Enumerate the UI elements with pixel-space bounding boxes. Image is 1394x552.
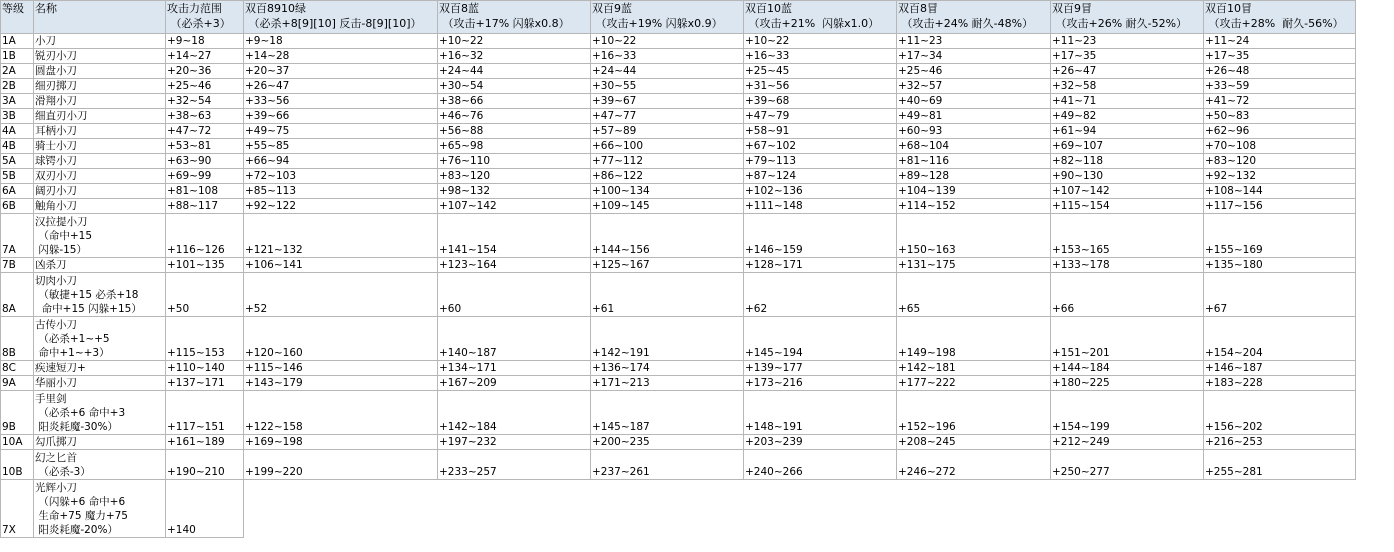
cell-level[interactable]: 8A (1, 273, 34, 317)
cell-level[interactable]: 6B (1, 199, 34, 214)
cell-value[interactable]: +14~28 (244, 49, 438, 64)
cell-value[interactable]: +142~191 (591, 317, 744, 361)
cell-value[interactable]: +92~122 (244, 199, 438, 214)
cell-level[interactable]: 6A (1, 184, 34, 199)
empty-cell (897, 480, 1051, 538)
cell-value[interactable]: +115~153 (166, 317, 244, 361)
header-attack-range[interactable]: 攻击力范围 （必杀+3） (166, 1, 244, 34)
table-row (1, 361, 1356, 376)
cell-value[interactable]: +10~22 (744, 34, 897, 49)
cell-value[interactable]: +240~266 (744, 450, 897, 480)
cell-level[interactable]: 2A (1, 64, 34, 79)
cell-value[interactable]: +69~99 (166, 169, 244, 184)
cell-value[interactable]: +60~93 (897, 124, 1051, 139)
cell-value[interactable]: +25~45 (744, 64, 897, 79)
table-row (1, 214, 1356, 258)
cell-value[interactable]: +233~257 (438, 450, 591, 480)
cell-value[interactable]: +47~72 (166, 124, 244, 139)
cell-value[interactable]: +133~178 (1051, 258, 1204, 273)
cell-value[interactable]: +110~140 (166, 361, 244, 376)
cell-level[interactable]: 10A (1, 435, 34, 450)
cell-value[interactable]: +200~235 (591, 435, 744, 450)
cell-name[interactable]: 双刃小刀 (34, 169, 166, 184)
cell-value[interactable]: +203~239 (744, 435, 897, 450)
cell-name[interactable]: 凶杀刀 (34, 258, 166, 273)
cell-value[interactable]: +161~189 (166, 435, 244, 450)
cell-level[interactable]: 3A (1, 94, 34, 109)
cell-value[interactable]: +151~201 (1051, 317, 1204, 361)
cell-value[interactable]: +107~142 (1051, 184, 1204, 199)
cell-value[interactable]: +143~179 (244, 376, 438, 391)
cell-value[interactable]: +66 (1051, 273, 1204, 317)
cell-value[interactable]: +79~113 (744, 154, 897, 169)
empty-cell (591, 480, 744, 538)
cell-value[interactable]: +87~124 (744, 169, 897, 184)
cell-value[interactable]: +63~90 (166, 154, 244, 169)
cell-value[interactable]: +65 (897, 273, 1051, 317)
header-blue-10[interactable]: 双百10蓝 （攻击+21% 闪躲x1.0） (744, 1, 897, 34)
cell-value[interactable]: +208~245 (897, 435, 1051, 450)
cell-value[interactable]: +197~232 (438, 435, 591, 450)
cell-value[interactable]: +81~108 (166, 184, 244, 199)
cell-value[interactable]: +92~132 (1204, 169, 1356, 184)
cell-value[interactable]: +31~56 (744, 79, 897, 94)
cell-value[interactable]: +255~281 (1204, 450, 1356, 480)
cell-level[interactable]: 7X (1, 480, 34, 538)
cell-name[interactable]: 小刀 (34, 34, 166, 49)
cell-value[interactable]: +33~59 (1204, 79, 1356, 94)
cell-value[interactable]: +149~198 (897, 317, 1051, 361)
cell-value[interactable]: +67 (1204, 273, 1356, 317)
cell-value[interactable]: +14~27 (166, 49, 244, 64)
cell-value[interactable]: +17~35 (1051, 49, 1204, 64)
cell-name[interactable]: 滑翔小刀 (34, 94, 166, 109)
table-row (1, 64, 1356, 79)
cell-value[interactable]: +167~209 (438, 376, 591, 391)
header-blue-8[interactable]: 双百8蓝 （攻击+17% 闪躲x0.8） (438, 1, 591, 34)
cell-value[interactable]: +49~75 (244, 124, 438, 139)
cell-value[interactable]: +61 (591, 273, 744, 317)
table-row (1, 273, 1356, 317)
cell-value[interactable]: +11~23 (897, 34, 1051, 49)
cell-value[interactable]: +108~144 (1204, 184, 1356, 199)
cell-value[interactable]: +146~159 (744, 214, 897, 258)
cell-value[interactable]: +26~48 (1204, 64, 1356, 79)
cell-name[interactable]: 耳柄小刀 (34, 124, 166, 139)
cell-value[interactable]: +180~225 (1051, 376, 1204, 391)
cell-value[interactable]: +88~117 (166, 199, 244, 214)
cell-name[interactable]: 手里剑 （必杀+6 命中+3 阳炎耗魔-30%） (34, 391, 166, 435)
cell-value[interactable]: +41~71 (1051, 94, 1204, 109)
cell-value[interactable]: +62~96 (1204, 124, 1356, 139)
cell-level[interactable]: 8C (1, 361, 34, 376)
cell-value[interactable]: +24~44 (591, 64, 744, 79)
cell-value[interactable]: +136~174 (591, 361, 744, 376)
empty-cell (244, 480, 438, 538)
cell-name[interactable]: 细直刃小刀 (34, 109, 166, 124)
cell-value[interactable]: +153~165 (1051, 214, 1204, 258)
cell-value[interactable]: +10~22 (591, 34, 744, 49)
cell-name[interactable]: 切肉小刀 （敏捷+15 必杀+18 命中+15 闪躲+15） (34, 273, 166, 317)
cell-value[interactable]: +146~187 (1204, 361, 1356, 376)
cell-value[interactable]: +39~67 (591, 94, 744, 109)
cell-value[interactable]: +121~132 (244, 214, 438, 258)
cell-value[interactable]: +52 (244, 273, 438, 317)
cell-value[interactable]: +131~175 (897, 258, 1051, 273)
cell-value[interactable]: +53~81 (166, 139, 244, 154)
cell-value[interactable]: +141~154 (438, 214, 591, 258)
header-name[interactable]: 名称 (34, 1, 166, 34)
cell-value[interactable]: +41~72 (1204, 94, 1356, 109)
cell-value[interactable]: +30~55 (591, 79, 744, 94)
cell-name[interactable]: 细刃掷刀 (34, 79, 166, 94)
cell-value[interactable]: +24~44 (438, 64, 591, 79)
cell-value[interactable]: +20~37 (244, 64, 438, 79)
cell-value[interactable]: +156~202 (1204, 391, 1356, 435)
header-adventure-8[interactable]: 双百8冒 （攻击+24% 耐久-48%） (897, 1, 1051, 34)
cell-level[interactable]: 1B (1, 49, 34, 64)
cell-name[interactable]: 华丽小刀 (34, 376, 166, 391)
cell-value[interactable]: +135~180 (1204, 258, 1356, 273)
table-row (1, 317, 1356, 361)
cell-value[interactable]: +60 (438, 273, 591, 317)
cell-value[interactable]: +82~118 (1051, 154, 1204, 169)
cell-value[interactable]: +17~35 (1204, 49, 1356, 64)
table-row (1, 94, 1356, 109)
cell-value[interactable]: +66~94 (244, 154, 438, 169)
cell-value[interactable]: +11~23 (1051, 34, 1204, 49)
table-row (1, 435, 1356, 450)
header-adventure-10[interactable]: 双百10冒 （攻击+28% 耐久-56%） (1204, 1, 1356, 34)
cell-value[interactable]: +109~145 (591, 199, 744, 214)
cell-level[interactable]: 5B (1, 169, 34, 184)
cell-name[interactable]: 骑士小刀 (34, 139, 166, 154)
cell-value[interactable]: +9~18 (166, 34, 244, 49)
table-row (1, 154, 1356, 169)
cell-value[interactable]: +144~184 (1051, 361, 1204, 376)
cell-value[interactable]: +177~222 (897, 376, 1051, 391)
cell-value[interactable]: +16~33 (744, 49, 897, 64)
cell-value[interactable]: +69~107 (1051, 139, 1204, 154)
empty-cell (1051, 480, 1204, 538)
cell-value[interactable]: +216~253 (1204, 435, 1356, 450)
cell-value[interactable]: +150~163 (897, 214, 1051, 258)
cell-value[interactable]: +26~47 (1051, 64, 1204, 79)
cell-level[interactable]: 3B (1, 109, 34, 124)
cell-value[interactable]: +11~24 (1204, 34, 1356, 49)
cell-value[interactable]: +32~58 (1051, 79, 1204, 94)
cell-value[interactable]: +144~156 (591, 214, 744, 258)
cell-value[interactable]: +145~187 (591, 391, 744, 435)
cell-value[interactable]: +237~261 (591, 450, 744, 480)
cell-level[interactable]: 4A (1, 124, 34, 139)
cell-value[interactable]: +25~46 (166, 79, 244, 94)
cell-value[interactable]: +25~46 (897, 64, 1051, 79)
cell-level[interactable]: 7B (1, 258, 34, 273)
cell-level[interactable]: 9A (1, 376, 34, 391)
cell-name[interactable]: 光辉小刀 （闪躲+6 命中+6 生命+75 魔力+75 阳炎耗魔-20%） (34, 480, 166, 538)
cell-value[interactable]: +101~135 (166, 258, 244, 273)
cell-value[interactable]: +38~63 (166, 109, 244, 124)
table-row (1, 124, 1356, 139)
cell-value[interactable]: +89~128 (897, 169, 1051, 184)
cell-name[interactable]: 圆盘小刀 (34, 64, 166, 79)
cell-value[interactable]: +16~33 (591, 49, 744, 64)
cell-value[interactable]: +140~187 (438, 317, 591, 361)
cell-value[interactable]: +83~120 (1204, 154, 1356, 169)
cell-value[interactable]: +33~56 (244, 94, 438, 109)
cell-value[interactable]: +26~47 (244, 79, 438, 94)
cell-value[interactable]: +46~76 (438, 109, 591, 124)
cell-value[interactable]: +212~249 (1051, 435, 1204, 450)
cell-name[interactable]: 阔刃小刀 (34, 184, 166, 199)
cell-value[interactable]: +65~98 (438, 139, 591, 154)
cell-level[interactable]: 4B (1, 139, 34, 154)
cell-value[interactable]: +128~171 (744, 258, 897, 273)
cell-value[interactable]: +85~113 (244, 184, 438, 199)
cell-value[interactable]: +38~66 (438, 94, 591, 109)
cell-level[interactable]: 2B (1, 79, 34, 94)
cell-name[interactable]: 古传小刀 （必杀+1~+5 命中+1~+3） (34, 317, 166, 361)
header-green-8910[interactable]: 双百8910绿 （必杀+8[9][10] 反击-8[9][10]） (244, 1, 438, 34)
cell-value[interactable]: +49~82 (1051, 109, 1204, 124)
cell-value[interactable]: +86~122 (591, 169, 744, 184)
empty-cell (438, 480, 591, 538)
table-row (1, 376, 1356, 391)
cell-value[interactable]: +104~139 (897, 184, 1051, 199)
cell-value[interactable]: +20~36 (166, 64, 244, 79)
cell-value[interactable]: +142~184 (438, 391, 591, 435)
cell-level[interactable]: 9B (1, 391, 34, 435)
cell-level[interactable]: 1A (1, 34, 34, 49)
cell-value[interactable]: +72~103 (244, 169, 438, 184)
cell-name[interactable]: 球锷小刀 (34, 154, 166, 169)
cell-value[interactable]: +134~171 (438, 361, 591, 376)
table-row (1, 139, 1356, 154)
cell-value[interactable]: +117~151 (166, 391, 244, 435)
cell-value[interactable]: +17~34 (897, 49, 1051, 64)
empty-cell (744, 480, 897, 538)
cell-value[interactable]: +66~100 (591, 139, 744, 154)
cell-value[interactable]: +246~272 (897, 450, 1051, 480)
table-row (1, 34, 1356, 49)
cell-value[interactable]: +83~120 (438, 169, 591, 184)
cell-value[interactable]: +139~177 (744, 361, 897, 376)
cell-value[interactable]: +55~85 (244, 139, 438, 154)
cell-value[interactable]: +145~194 (744, 317, 897, 361)
cell-level[interactable]: 10B (1, 450, 34, 480)
cell-value[interactable]: +115~154 (1051, 199, 1204, 214)
cell-value[interactable]: +137~171 (166, 376, 244, 391)
cell-value[interactable]: +155~169 (1204, 214, 1356, 258)
cell-value[interactable]: +114~152 (897, 199, 1051, 214)
cell-value[interactable]: +123~164 (438, 258, 591, 273)
header-blue-9[interactable]: 双百9蓝 （攻击+19% 闪躲x0.9） (591, 1, 744, 34)
cell-value[interactable]: +190~210 (166, 450, 244, 480)
cell-level[interactable]: 8B (1, 317, 34, 361)
empty-cell (1204, 480, 1356, 538)
cell-value[interactable]: +154~204 (1204, 317, 1356, 361)
cell-value[interactable]: +171~213 (591, 376, 744, 391)
cell-name[interactable]: 汉拉提小刀 （命中+15 闪躲-15） (34, 214, 166, 258)
cell-value[interactable]: +70~108 (1204, 139, 1356, 154)
table-row (1, 450, 1356, 480)
cell-name[interactable]: 勾爪掷刀 (34, 435, 166, 450)
cell-value[interactable]: +199~220 (244, 450, 438, 480)
cell-name[interactable]: 触角小刀 (34, 199, 166, 214)
cell-value[interactable]: +120~160 (244, 317, 438, 361)
cell-value[interactable]: +40~69 (897, 94, 1051, 109)
cell-value[interactable]: +140 (166, 480, 244, 538)
cell-value[interactable]: +49~81 (897, 109, 1051, 124)
cell-value[interactable]: +106~141 (244, 258, 438, 273)
table-row (1, 258, 1356, 273)
header-row (1, 1, 1356, 34)
cell-value[interactable]: +122~158 (244, 391, 438, 435)
cell-value[interactable]: +50~83 (1204, 109, 1356, 124)
cell-value[interactable]: +39~68 (744, 94, 897, 109)
cell-value[interactable]: +90~130 (1051, 169, 1204, 184)
cell-value[interactable]: +81~116 (897, 154, 1051, 169)
header-adventure-9[interactable]: 双百9冒 （攻击+26% 耐久-52%） (1051, 1, 1204, 34)
cell-value[interactable]: +183~228 (1204, 376, 1356, 391)
cell-value[interactable]: +30~54 (438, 79, 591, 94)
cell-value[interactable]: +116~126 (166, 214, 244, 258)
table-row (1, 109, 1356, 124)
table-row (1, 480, 1356, 538)
cell-value[interactable]: +9~18 (244, 34, 438, 49)
cell-level[interactable]: 5A (1, 154, 34, 169)
cell-value[interactable]: +173~216 (744, 376, 897, 391)
cell-value[interactable]: +67~102 (744, 139, 897, 154)
cell-value[interactable]: +142~181 (897, 361, 1051, 376)
cell-value[interactable]: +68~104 (897, 139, 1051, 154)
cell-value[interactable]: +32~57 (897, 79, 1051, 94)
cell-name[interactable]: 锐刃小刀 (34, 49, 166, 64)
cell-value[interactable]: +50 (166, 273, 244, 317)
table-row (1, 391, 1356, 435)
cell-value[interactable]: +62 (744, 273, 897, 317)
table-row (1, 169, 1356, 184)
cell-value[interactable]: +98~132 (438, 184, 591, 199)
cell-value[interactable]: +107~142 (438, 199, 591, 214)
cell-value[interactable]: +115~146 (244, 361, 438, 376)
cell-value[interactable]: +154~199 (1051, 391, 1204, 435)
cell-value[interactable]: +111~148 (744, 199, 897, 214)
cell-value[interactable]: +117~156 (1204, 199, 1356, 214)
cell-name[interactable]: 疾速短刀+ (34, 361, 166, 376)
cell-value[interactable]: +10~22 (438, 34, 591, 49)
cell-value[interactable]: +76~110 (438, 154, 591, 169)
cell-value[interactable]: +57~89 (591, 124, 744, 139)
cell-value[interactable]: +169~198 (244, 435, 438, 450)
cell-level[interactable]: 7A (1, 214, 34, 258)
cell-value[interactable]: +56~88 (438, 124, 591, 139)
cell-value[interactable]: +148~191 (744, 391, 897, 435)
cell-value[interactable]: +16~32 (438, 49, 591, 64)
cell-value[interactable]: +152~196 (897, 391, 1051, 435)
cell-value[interactable]: +61~94 (1051, 124, 1204, 139)
cell-value[interactable]: +125~167 (591, 258, 744, 273)
cell-value[interactable]: +47~79 (744, 109, 897, 124)
cell-value[interactable]: +39~66 (244, 109, 438, 124)
cell-value[interactable]: +77~112 (591, 154, 744, 169)
cell-value[interactable]: +250~277 (1051, 450, 1204, 480)
cell-value[interactable]: +32~54 (166, 94, 244, 109)
cell-value[interactable]: +100~134 (591, 184, 744, 199)
cell-name[interactable]: 幻之匕首 （必杀-3） (34, 450, 166, 480)
table-row (1, 199, 1356, 214)
table-row (1, 49, 1356, 64)
cell-value[interactable]: +58~91 (744, 124, 897, 139)
cell-value[interactable]: +47~77 (591, 109, 744, 124)
header-level[interactable]: 等级 (1, 1, 34, 34)
table-row (1, 184, 1356, 199)
cell-value[interactable]: +102~136 (744, 184, 897, 199)
table-row (1, 79, 1356, 94)
